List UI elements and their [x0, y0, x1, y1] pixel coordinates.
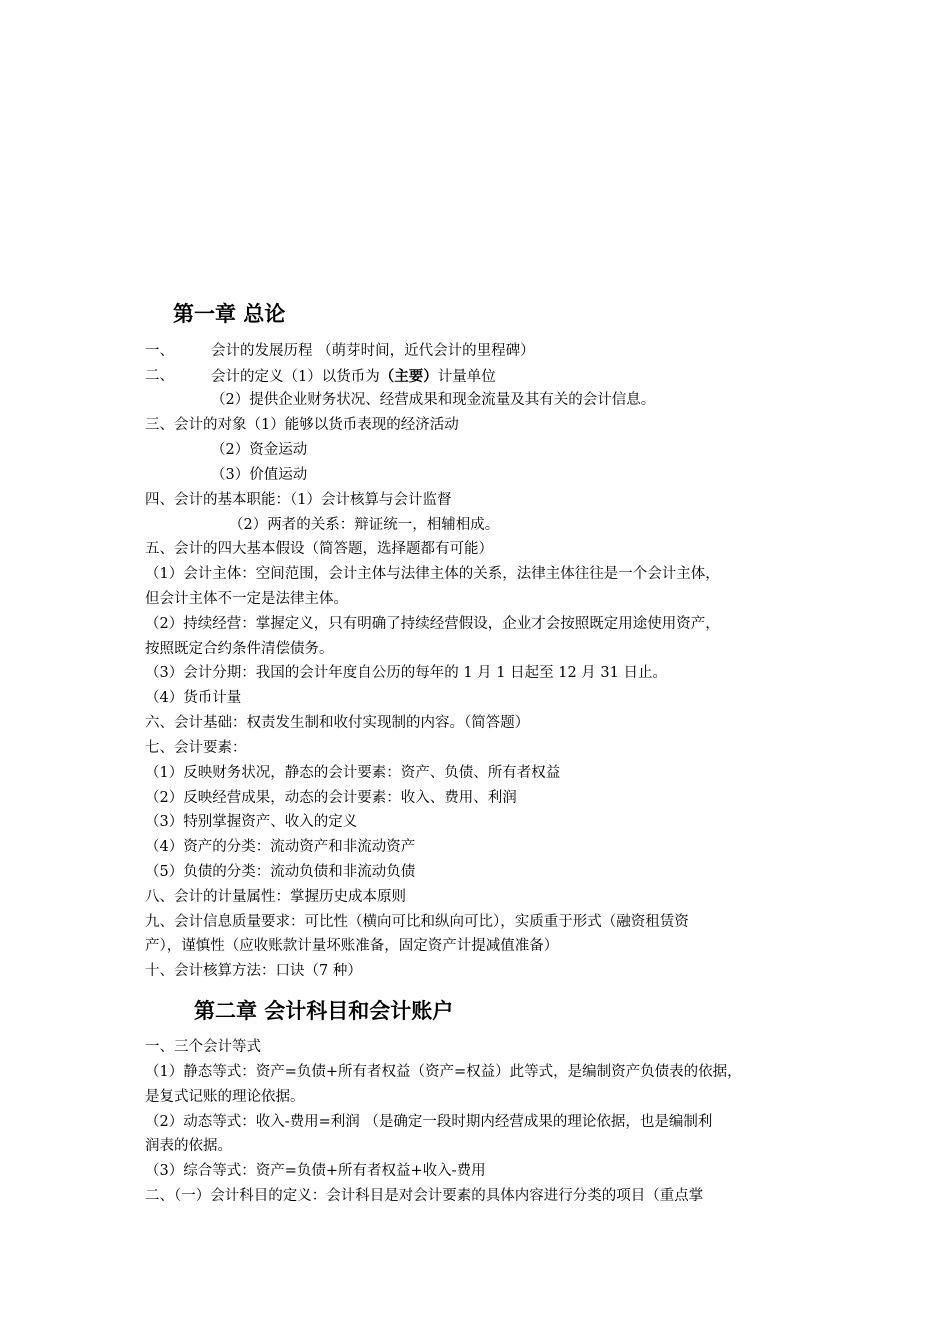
text-line: 九、会计信息质量要求：可比性（横向可比和纵向可比），实质重于形式（融资租赁资	[145, 914, 689, 930]
text-line: 七、会计要素：	[145, 740, 247, 756]
line-text	[211, 364, 496, 390]
text-line	[145, 364, 496, 389]
text-line: （4）货币计量	[145, 690, 242, 706]
chapter-2-title: 第二章 会计科目和会计账户	[194, 999, 454, 1023]
text-line: （2）资金运动	[211, 442, 308, 458]
text-line: （3）特别掌握资产、收入的定义	[145, 814, 358, 830]
line-text-tail: 计量单位	[437, 369, 496, 385]
text-line: 二、（一）会计科目的定义：会计科目是对会计要素的具体内容进行分类的项目（重点掌	[145, 1188, 704, 1204]
text-line: （1）会计主体：空间范围，会计主体与法律主体的关系，法律主体往往是一个会计主体，	[145, 566, 720, 582]
text-line: （2）动态等式：收入-费用=利润 （是确定一段时期内经营成果的理论依据，也是编制利	[145, 1114, 713, 1130]
text-line: 润表的依据。	[145, 1138, 232, 1154]
line-text: 会计的发展历程 （萌芽时间，近代会计的里程碑）	[211, 343, 535, 359]
text-line: 十、会计核算方法：口诀（7 种）	[145, 963, 362, 979]
text-line: 产），谨慎性（应收账款计量坏账准备，固定资产计提减值准备）	[145, 938, 559, 954]
text-line: （3）会计分期：我国的会计年度自公历的每年的 1 月 1 日起至 12 月 31 日止。	[145, 665, 667, 681]
text-line: 但会计主体不一定是法律主体。	[145, 591, 348, 607]
text-line: （3）综合等式：资产=负债+所有者权益+收入-费用	[145, 1163, 486, 1179]
text-line: （2）提供企业财务状况、经营成果和现金流量及其有关的会计信息。	[211, 392, 656, 408]
chapter-1-title: 第一章 总论	[173, 302, 286, 326]
text-line: （1）静态等式：资产=负债+所有者权益（资产=权益）此等式，是编制资产负债表的依据，	[145, 1064, 742, 1080]
line-text-head: 会计的定义（1）以货币为	[211, 369, 380, 385]
list-number: 一、	[145, 343, 174, 359]
text-line: 五、会计的四大基本假设（简答题，选择题都有可能）	[145, 541, 493, 557]
text-line: （2）持续经营：掌握定义，只有明确了持续经营假设，企业才会按照既定用途使用资产，	[145, 616, 720, 632]
bold-emphasis: （主要）	[379, 368, 438, 385]
text-line: （4）资产的分类：流动资产和非流动资产	[145, 839, 416, 855]
list-number: 二、	[145, 368, 174, 384]
text-line: （1）反映财务状况，静态的会计要素：资产、负债、所有者权益	[145, 765, 561, 781]
text-line	[145, 339, 535, 364]
text-line: 按照既定合约条件清偿债务。	[145, 641, 334, 657]
text-line: （3）价值运动	[211, 467, 308, 483]
text-line: 一、三个会计等式	[145, 1039, 261, 1055]
text-line: 八、会计的计量属性：掌握历史成本原则	[145, 889, 406, 905]
text-line: 三、会计的对象（1）能够以货币表现的经济活动	[145, 417, 459, 433]
text-line: （5）负债的分类：流动负债和非流动负债	[145, 864, 416, 880]
text-line: 是复式记账的理论依据。	[145, 1089, 305, 1105]
text-line: 四、会计的基本职能：（1）会计核算与会计监督	[145, 492, 452, 508]
text-line: 六、会计基础：权责发生制和收付实现制的内容。（简答题）	[145, 715, 530, 731]
text-line: （2）两者的关系：辩证统一，相辅相成。	[229, 517, 500, 533]
text-line: （2）反映经营成果，动态的会计要素：收入、费用、利润	[145, 790, 517, 806]
